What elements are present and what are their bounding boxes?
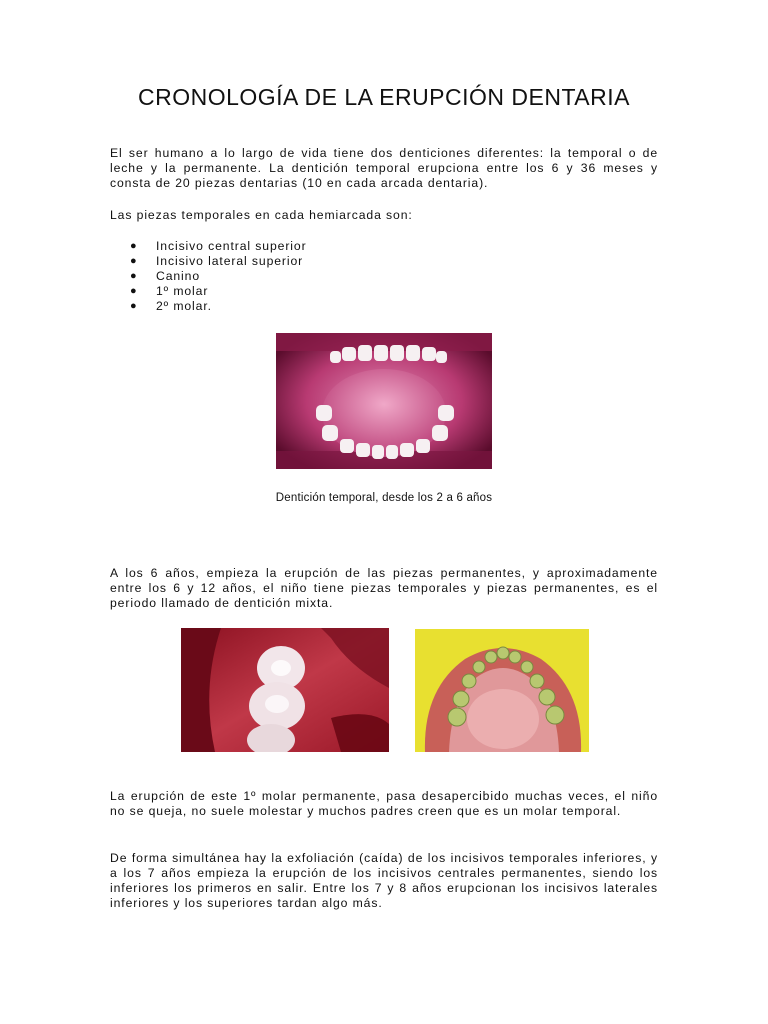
temporary-dentition-photo (276, 333, 492, 469)
list-item: ● Incisivo lateral superior (130, 254, 304, 268)
bullet-icon: ● (130, 255, 138, 267)
bullet-icon: ● (130, 300, 138, 312)
bullet-icon: ● (130, 285, 138, 297)
bullet-icon: ● (130, 240, 138, 252)
list-item: ● Incisivo central superior (130, 239, 307, 253)
list-item: ● Canino (130, 269, 201, 283)
page-title: CRONOLOGÍA DE LA ERUPCIÓN DENTARIA (137, 84, 630, 110)
list-intro-paragraph: Las piezas temporales en cada hemiarcada son: (110, 208, 413, 222)
mixed-dentition-paragraph: A los 6 años, empieza la erupción de las piezas permanentes, y aproximadamente entre los 6 y 12 años, el niño tiene piezas temporales y piezas permanentes, es el periodo llamado de dentición mixta. (110, 566, 658, 610)
bullet-icon: ● (130, 270, 138, 282)
intro-paragraph: El ser humano a lo largo de vida tiene dos denticiones diferentes: la temporal o de leche y la permanente. La dentición temporal erupciona entre los 6 y 36 meses y consta de 20 piezas dentarias (10 en cada arcada dentaria). (110, 146, 658, 190)
list-item: ● 1º molar (130, 284, 209, 298)
dental-model-photo (415, 629, 589, 752)
list-item: ● 2º molar. (130, 299, 212, 313)
teeth-list (110, 239, 307, 314)
molar-eruption-photo (181, 628, 389, 752)
incisors-paragraph: De forma simultánea hay la exfoliación (caída) de los incisivos temporales inferiores, y a los 7 años empieza la erupción de los incisivos centrales permanentes, siendo los inferiores los primeros en salir. Entre los 7 y 8 años erupcionan los incisivos laterales inferiores y los superiores tardan algo más. (110, 851, 658, 910)
photo-caption: Dentición temporal, desde los 2 a 6 años (275, 492, 493, 504)
first-molar-paragraph: La erupción de este 1º molar permanente, pasa desapercibido muchas veces, el niño no se queja, no suele molestar y muchos padres creen que es un molar temporal. (110, 789, 658, 818)
